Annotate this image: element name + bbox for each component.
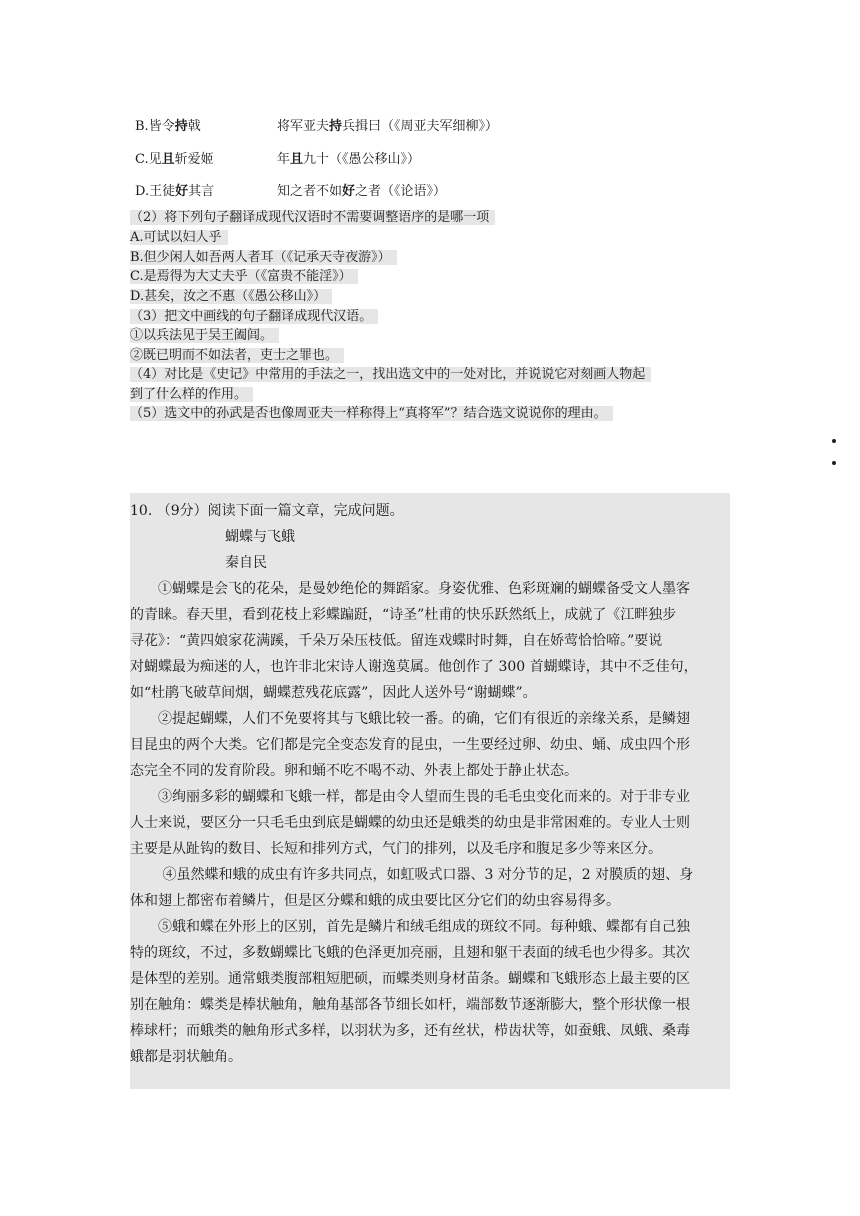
- question-line: （5）选文中的孙武是否也像周亚夫一样称得上“真将军”？结合选文说说你的理由。: [130, 405, 613, 422]
- option-text: 见: [148, 152, 162, 167]
- question-line: （4）对比是《史记》中常用的手法之一，找出选文中的一处对比，并说说它对刻画人物起: [130, 366, 651, 383]
- passage-heading: 10. （9分）阅读下面一篇文章，完成问题。: [130, 503, 404, 519]
- question-line: A.可试以妇人乎: [130, 229, 228, 246]
- passage-line: 别在触角：蝶类是棒状触角，触角基部各节细长如杆，端部数节逐渐膨大，整个形状像一根: [130, 997, 690, 1013]
- option-row: [135, 119, 555, 135]
- option-keyword: 持: [174, 119, 188, 134]
- option-keyword: 且: [161, 152, 175, 167]
- option-label: C.: [135, 152, 149, 167]
- passage-line: 寻花》：“黄四娘家花满蹊，千朵万朵压枝低。留连戏蝶时时舞，自在娇莺恰恰啼。”要说: [130, 633, 663, 649]
- reading-passage: [130, 493, 730, 1089]
- passage-line: 是体型的差别。通常蛾类腹部粗短肥硕，而蝶类则身材苗条。蝴蝶和飞蛾形态上最主要的区: [130, 971, 690, 987]
- passage-line: 的青睐。春天里，看到花枝上彩蝶蹁跹，“诗圣”杜甫的快乐跃然纸上，成就了《江畔独步: [130, 607, 677, 623]
- option-text: 其言: [188, 184, 215, 199]
- passage-title: 蝴蝶与飞蛾: [225, 529, 295, 545]
- question-line: 到了什么样的作用。: [130, 386, 253, 403]
- option-text: 王徒: [149, 184, 176, 199]
- passage-line: 态完全不同的发育阶段。卵和蛹不吃不喝不动、外表上都处于静止状态。: [130, 763, 578, 779]
- passage-line: ⑤蛾和蝶在外形上的区别，首先是鳞片和绒毛组成的斑纹不同。每种蛾、蝶都有自己独: [130, 919, 690, 935]
- passage-line: ①蝴蝶是会飞的花朵，是曼妙绝伦的舞蹈家。身姿优雅、色彩斑斓的蝴蝶备受文人墨客: [130, 581, 690, 597]
- question-line: ②既已明而不如法者，吏士之罪也。: [130, 347, 344, 364]
- option-reference: 将军亚夫持兵揖曰（《周亚夫军细柳》）: [277, 119, 499, 134]
- question-line: B.但少闲人如吾两人者耳（《记承天寺夜游》）: [130, 249, 397, 266]
- passage-line: 蛾都是羽状触角。: [130, 1049, 242, 1065]
- option-text: 斩爱姬: [174, 152, 214, 167]
- option-text: 皆令: [148, 119, 175, 134]
- passage-line: 体和翅上都密布着鳞片，但是区分蝶和蛾的成虫要比区分它们的幼虫容易得多。: [130, 893, 620, 909]
- passage-line: 如“杜鹃飞破草间烟，蝴蝶惹残花底露”，因此人送外号“谢蝴蝶”。: [130, 685, 537, 701]
- passage-line: 棒球杆；而蛾类的触角形式多样，以羽状为多，还有丝状，栉齿状等，如蚕蛾、凤蛾、桑毒: [130, 1023, 690, 1039]
- question-line: （2）将下列句子翻译成现代汉语时不需要调整语序的是哪一项: [130, 209, 495, 226]
- margin-dot: [832, 461, 836, 465]
- option-keyword: 好: [175, 184, 189, 199]
- option-text: 戟: [187, 119, 201, 134]
- question-line: D.甚矣，汝之不惠（《愚公移山》）: [130, 288, 332, 305]
- passage-line: 人士来说，要区分一只毛毛虫到底是蝴蝶的幼虫还是蛾类的幼虫是非常困难的。专业人士则: [130, 815, 690, 831]
- passage-line: ③绚丽多彩的蝴蝶和飞蛾一样，都是由令人望而生畏的毛毛虫变化而来的。对于非专业: [130, 789, 690, 805]
- passage-line: 对蝴蝶最为痴迷的人，也许非北宋诗人谢逸莫属。他创作了 300 首蝴蝶诗，其中不乏佳句，: [130, 659, 698, 675]
- passage-line: 目昆虫的两个大类。它们都是完全变态发育的昆虫，一生要经过卵、幼虫、蛹、成虫四个形: [130, 737, 690, 753]
- passage-line: 特的斑纹，不过，多数蝴蝶比飞蛾的色泽更加亮丽，且翅和躯干表面的绒毛也少得多。其次: [130, 945, 690, 961]
- option-row: [135, 184, 555, 200]
- option-reference: 知之者不如好之者（《论语》）: [277, 184, 447, 199]
- question-line: C.是焉得为大丈夫乎（《富贵不能淫》）: [130, 268, 358, 285]
- passage-line: ④虽然蝶和蛾的成虫有许多共同点，如虹吸式口器、3 对分节的足，2 对膜质的翅、身: [130, 867, 694, 883]
- passage-line: 主要是从趾钩的数目、长短和排列方式，气门的排列，以及毛序和腹足多少等来区分。: [130, 841, 662, 857]
- margin-dot: [832, 439, 836, 443]
- question-line: ①以兵法见于吴王阖闾。: [130, 327, 279, 344]
- option-reference: 年且九十（《愚公移山》）: [277, 152, 421, 167]
- option-label: D.: [135, 184, 150, 199]
- option-row: [135, 152, 555, 168]
- passage-author: 秦自民: [225, 555, 267, 571]
- question-line: （3）把文中画线的句子翻译成现代汉语。: [130, 308, 378, 325]
- option-label: B.: [135, 119, 149, 134]
- passage-line: ②提起蝴蝶，人们不免要将其与飞蛾比较一番。的确，它们有很近的亲缘关系，是鳞翅: [130, 711, 690, 727]
